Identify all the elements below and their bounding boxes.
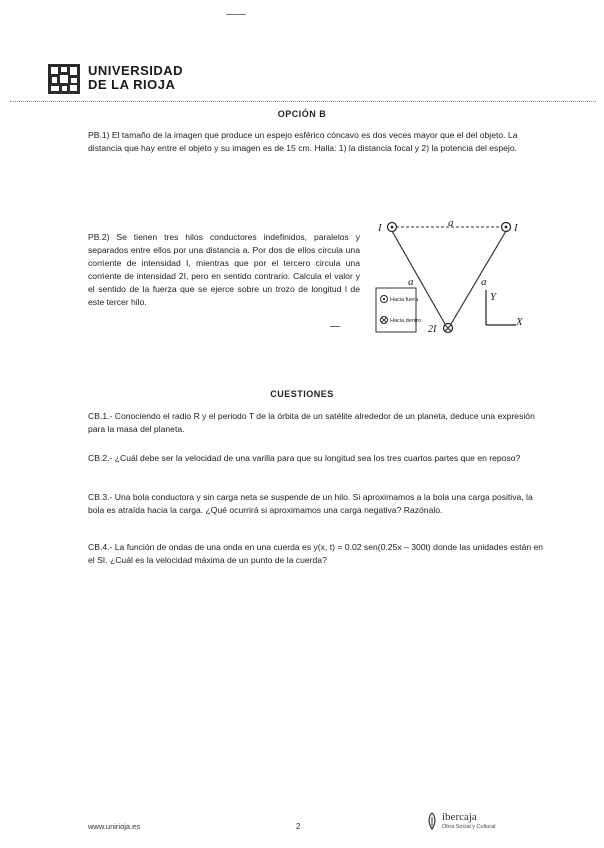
label-current-bottom: 2I: [428, 324, 437, 335]
label-side-left: a: [408, 276, 414, 288]
cuestiones-title: CUESTIONES: [270, 389, 334, 399]
stray-mark: [330, 326, 340, 327]
axis-y-label: Y: [490, 291, 497, 303]
question-cb2: CB.2.- ¿Cuál debe ser la velocidad de una varilla para que su longitud sea los tres cuartos partes que en reposo?: [88, 453, 521, 463]
university-name: [88, 64, 183, 92]
wire-top-right-out-icon: [502, 223, 511, 232]
label-side-right: a: [481, 276, 487, 288]
university-logo-icon: [48, 64, 80, 94]
legend-in-icon: [381, 317, 388, 324]
wire-bottom-in-icon: [444, 324, 453, 333]
question-cb3: CB.3.- Una bola conductora y sin carga neta se suspende de un hilo. Si aproximamos a la bola una carga positiva, la bola es atraída hacia la carga. ¿Qué ocurrirá si aproximamos una carga negativa? Razónalo.: [88, 492, 533, 515]
footer-website: www.unirioja.es: [88, 822, 141, 831]
university-name-line1: UNIVERSIDAD: [88, 63, 184, 78]
option-title: OPCIÓN B: [277, 109, 327, 119]
question-cb4: CB.4.- La función de ondas de una onda en una cuerda es y(x, t) = 0.02 sen(0.25x – 300t) donde las unidades están en el SI. ¿Cuál es la velocidad máxima de un punto de la cuerda?: [88, 542, 544, 565]
question-cb1: CB.1.- Conociendo el radio R y el periodo T de la órbita de un satélite alrededor de un planeta, deduce una expresión para la masa del planeta.: [88, 411, 535, 434]
top-mark: [226, 14, 246, 15]
sponsor-logo: [426, 810, 556, 834]
legend-out-label: Hacia fuera: [390, 297, 419, 303]
sponsor-tagline: Obra Social y Cultural: [442, 824, 496, 830]
wires-diagram: [370, 212, 530, 364]
header-dotted-line: [10, 101, 596, 102]
problem-pb2: PB.2) Se tienen tres hilos conductores indefinidos, paralelos y separados entre ellos por una distancia a. Por dos de ellos circula una corriente de intensidad I, mientras que por el tercero circula una corriente de intensidad 2I, pero en sentido contrario. Calcula el valor y el sentido de la fuerza que se ejerce sobre un trozo de longitud l de este tercer hilo.: [88, 232, 360, 307]
right-side-line: [451, 231, 506, 324]
page-number: 2: [296, 822, 301, 831]
wire-top-left-out-icon: [388, 223, 397, 232]
label-current-top-left: I: [378, 222, 382, 234]
legend-box: [376, 288, 416, 332]
label-current-top-right: I: [514, 222, 518, 234]
axis-x-label: X: [516, 316, 523, 328]
label-side-top: a: [448, 217, 454, 229]
problem-pb1: PB.1) El tamaño de la imagen que produce un espejo esférico cóncavo es dos veces mayor que el del objeto. La distancia que hay entre el objeto y su imagen es de 15 cm. Halla: 1) la distancia focal y 2) la potencia del espejo.: [88, 130, 518, 153]
ibercaja-logo-icon: [426, 812, 438, 830]
legend-out-icon: [381, 296, 388, 303]
legend-in-label: Hacia dentro: [390, 318, 422, 324]
university-name-line2: DE LA RIOJA: [88, 77, 176, 92]
sponsor-name: ibercaja: [442, 811, 477, 823]
